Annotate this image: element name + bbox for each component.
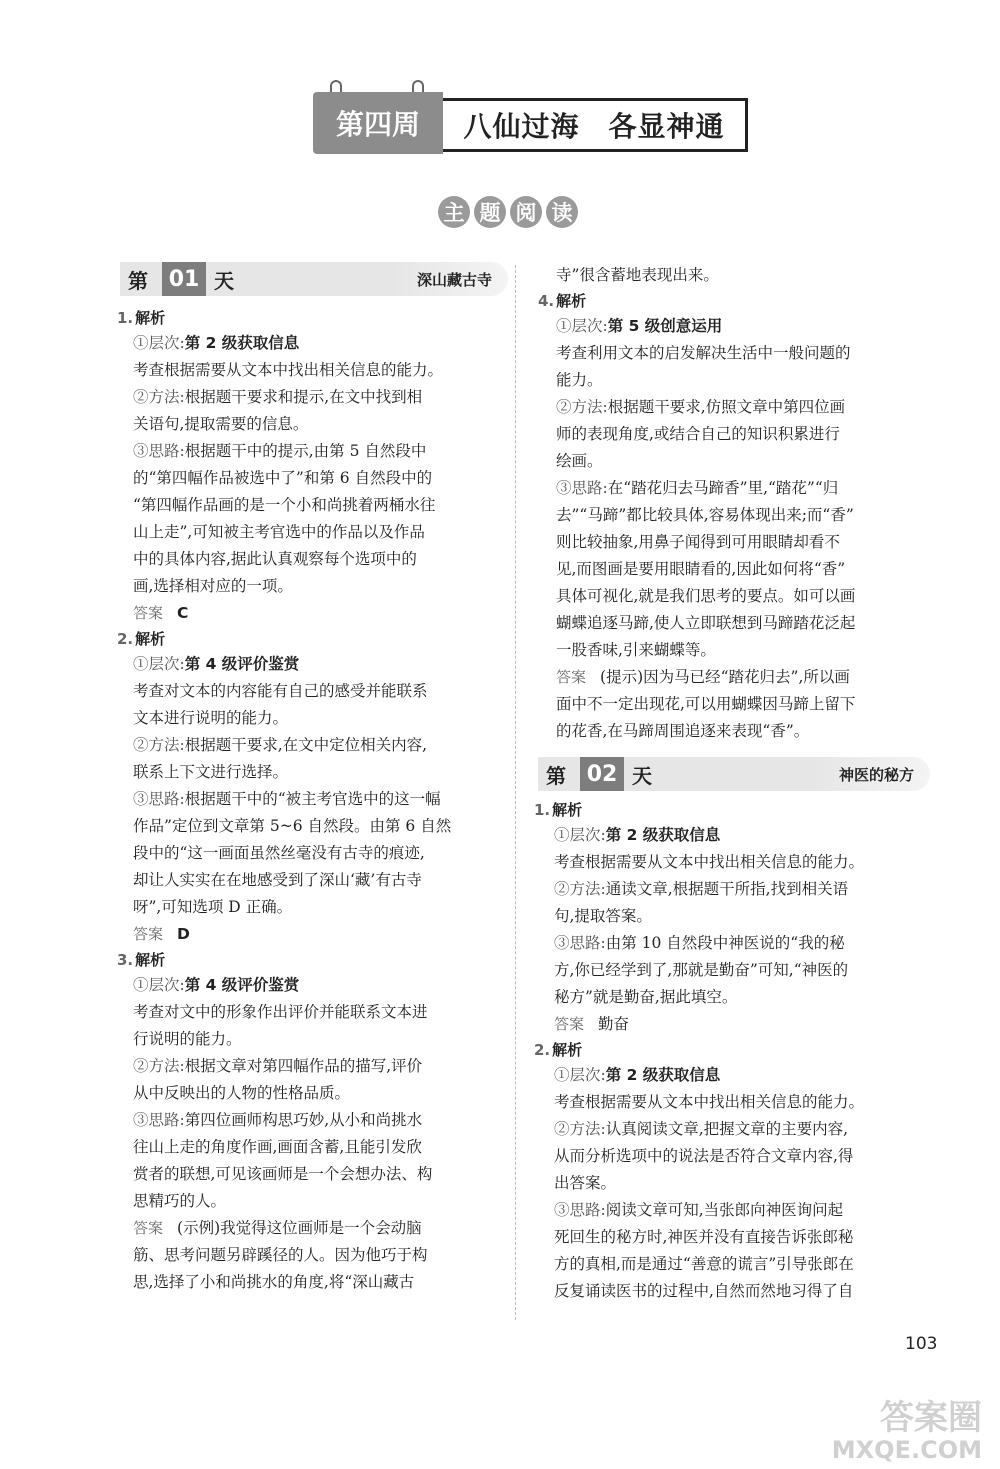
answer-line: 答案 (提示)因为马已经“踏花归去”,所以画	[556, 668, 850, 686]
text-line: “第四幅作品画的是一个小和尚挑着两桶水往	[133, 496, 436, 514]
watermark	[832, 1399, 982, 1463]
text-line: 死回生的秘方时,神医并没有直接告诉张郎秘	[554, 1228, 854, 1246]
text-line: 考查根据需要从文本中找出相关信息的能力。	[133, 361, 444, 379]
question-heading: 1. 解析	[117, 309, 166, 327]
text-line: 从而分析选项中的说法是否符合文章内容,得	[554, 1147, 854, 1165]
text-line: 考查对文本的内容能有自己的感受并能联系	[133, 682, 428, 700]
text-line: ②方法:根据题干要求和提示,在文中找到相	[133, 388, 423, 406]
text-line: 考查对文中的形象作出评价并能联系文本进	[133, 1003, 428, 1021]
text-line: 去”“马蹄”都比较具体,容易体现出来;而“香”	[556, 506, 854, 524]
day-number: 02	[580, 757, 624, 791]
text-line: 的花香,在马蹄周围追逐来表现“香”。	[556, 722, 810, 740]
text-line: ②方法:根据文章对第四幅作品的描写,评价	[133, 1057, 423, 1075]
text-line: 句,提取答案。	[554, 907, 652, 925]
text-line: 具体可视化,就是我们思考的要点。如可以画	[556, 587, 856, 605]
text-line: 呀”,可知选项 D 正确。	[133, 898, 293, 916]
theme-char: 题	[474, 196, 506, 228]
text-line: ③思路:由第 10 自然段中神医说的“我的秘	[554, 934, 845, 952]
text-line: 则比较抽象,用鼻子闻得到可用眼睛却看不	[556, 533, 840, 551]
watermark-url: MXQE.COM	[831, 1436, 982, 1464]
text-line: 方的真相,而是通过“善意的谎言”引导张郎在	[554, 1255, 854, 1273]
level-line: ①层次:第 4 级评价鉴赏	[133, 655, 300, 673]
answer-line: 答案 勤奋	[554, 1015, 630, 1033]
column-divider	[515, 265, 516, 1320]
text-line: 蝴蝶追逐马蹄,使人立即联想到马蹄踏花泛起	[556, 614, 856, 632]
answer-line: 答案 D	[133, 925, 190, 943]
text-line: 能力。	[556, 371, 603, 389]
text-line: ②方法:根据题干要求,仿照文章中第四位画	[556, 398, 846, 416]
text-line: 思,选择了小和尚挑水的角度,将“深山藏古	[133, 1273, 415, 1291]
day-number: 01	[162, 262, 206, 296]
question-heading: 1. 解析	[534, 801, 583, 819]
right-column-text-2	[534, 798, 938, 1305]
day-suffix: 天	[214, 268, 234, 293]
question-heading: 3. 解析	[117, 951, 166, 969]
text-line: ③思路:根据题干中的提示,由第 5 自然段中	[133, 442, 427, 460]
theme-heading	[438, 196, 578, 228]
page-number: 103	[905, 1334, 938, 1354]
level-line: ①层次:第 2 级获取信息	[554, 1066, 721, 1084]
text-line: 赏者的联想,可见该画师是一个会想办法、构	[133, 1165, 433, 1183]
text-line: 段中的“这一画面虽然丝毫没有古寺的痕迹,	[133, 844, 425, 862]
text-line: 考查根据需要从文本中找出相关信息的能力。	[554, 853, 865, 871]
answer-line: 答案 (示例)我觉得这位画师是一个会动脑	[133, 1219, 422, 1237]
theme-char: 主	[438, 196, 470, 228]
text-line: 绘画。	[556, 452, 603, 470]
day-suffix: 天	[632, 763, 652, 788]
text-line: ③思路:根据题干中的“被主考官选中的这一幅	[133, 790, 441, 808]
text-line: 山上走”,可知被主考官选中的作品以及作品	[133, 523, 425, 541]
text-line: 见,而图画是要用眼睛看的,因此如何将“香”	[556, 560, 846, 578]
question-heading: 4. 解析	[538, 292, 587, 310]
day-banner-02	[538, 757, 930, 791]
question-heading: 2. 解析	[534, 1041, 583, 1059]
day-banner-01	[120, 262, 508, 296]
text-line: 中的具体内容,据此认真观察每个选项中的	[133, 550, 417, 568]
level-line: ①层次:第 5 级创意运用	[556, 317, 723, 335]
text-line: 考查利用文本的启发解决生活中一般问题的	[556, 344, 851, 362]
right-column-text	[538, 262, 938, 745]
text-line: 作品”定位到文章第 5~6 自然段。由第 6 自然	[133, 817, 452, 835]
level-line: ①层次:第 2 级获取信息	[133, 334, 300, 352]
week-label: 第四周	[313, 92, 443, 154]
text-line: 一股香味,引来蝴蝶等。	[556, 641, 716, 659]
text-line: 从中反映出的人物的性格品质。	[133, 1084, 351, 1102]
left-column-text	[117, 306, 512, 1296]
answer-line: 答案 C	[133, 604, 189, 622]
text-line: ③思路:在“踏花归去马蹄香”里,“踏花”“归	[556, 479, 839, 497]
text-line: 文本进行说明的能力。	[133, 709, 289, 727]
theme-char: 读	[546, 196, 578, 228]
text-line: 画,选择相对应的一项。	[133, 577, 293, 595]
text-line: 关语句,提取需要的信息。	[133, 415, 309, 433]
text-line: 反复诵读医书的过程中,自然而然地习得了自	[554, 1282, 854, 1300]
text-line: 方,你已经学到了,那就是勤奋”可知,“神医的	[554, 961, 849, 979]
text-line: 寺”很含蓄地表现出来。	[556, 266, 719, 284]
text-line: ②方法:根据题干要求,在文中定位相关内容,	[133, 736, 428, 754]
text-line: 秘方”就是勤奋,据此填空。	[554, 988, 738, 1006]
text-line: 却让人实实在在地感受到了深山‘藏’有古寺	[133, 871, 422, 889]
level-line: ①层次:第 4 级评价鉴赏	[133, 976, 300, 994]
watermark-logo: 答案圈	[880, 1398, 982, 1438]
theme-char: 阅	[510, 196, 542, 228]
text-line: 师的表现角度,或结合自己的知识积累进行	[556, 425, 840, 443]
text-line: ③思路:第四位画师构思巧妙,从小和尚挑水	[133, 1111, 423, 1129]
question-heading: 2. 解析	[117, 630, 166, 648]
text-line: 联系上下文进行选择。	[133, 763, 289, 781]
day-topic: 深山藏古寺	[416, 270, 492, 289]
day-topic: 神医的秘方	[838, 765, 914, 784]
text-line: 筋、思考问题另辟蹊径的人。因为他巧于构	[133, 1246, 428, 1264]
text-line: 行说明的能力。	[133, 1030, 242, 1048]
level-line: ①层次:第 2 级获取信息	[554, 826, 721, 844]
text-line: 面中不一定出现花,可以用蝴蝶因马蹄上留下	[556, 695, 856, 713]
text-line: ②方法:认真阅读文章,把握文章的主要内容,	[554, 1120, 849, 1138]
day-prefix: 第	[128, 268, 148, 293]
text-line: ③思路:阅读文章可知,当张郎向神医询问起	[554, 1201, 844, 1219]
text-line: 往山上走的角度作画,画面含蓄,且能引发欣	[133, 1138, 422, 1156]
text-line: ②方法:通读文章,根据题干所指,找到相关语	[554, 880, 849, 898]
text-line: 出答案。	[554, 1174, 617, 1192]
day-prefix: 第	[546, 763, 566, 788]
text-line: 的“第四幅作品被选中了”和第 6 自然段中的	[133, 469, 433, 487]
text-line: 考查根据需要从文本中找出相关信息的能力。	[554, 1093, 865, 1111]
week-title: 八仙过海 各显神通	[443, 98, 748, 152]
text-line: 思精巧的人。	[133, 1192, 227, 1210]
